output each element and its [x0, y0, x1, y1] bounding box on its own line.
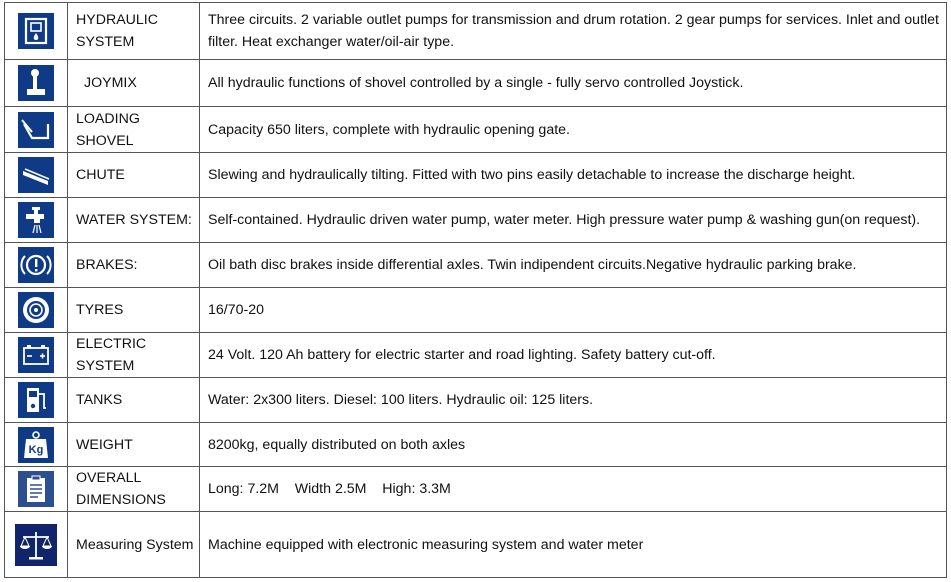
- row-label: OVERALL DIMENSIONS: [68, 467, 200, 512]
- scales-icon: [15, 524, 57, 566]
- row-description: Self-contained. Hydraulic driven water pump, water meter. High pressure water pump & washing gun(on request).: [200, 198, 947, 243]
- row-label: BRAKES:: [68, 243, 200, 288]
- row-description: Machine equipped with electronic measuring system and water meter: [200, 512, 947, 578]
- row-description: Slewing and hydraulically tilting. Fitted with two pins easily detachable to increase the discharge height.: [200, 153, 947, 198]
- table-row: [5, 243, 947, 288]
- row-description: Water: 2x300 liters. Diesel: 100 liters. Hydraulic oil: 125 liters.: [200, 378, 947, 423]
- row-description: Capacity 650 liters, complete with hydraulic opening gate.: [200, 107, 947, 153]
- icon-cell: [5, 467, 68, 512]
- icon-cell: [5, 423, 68, 467]
- row-label: CHUTE: [68, 153, 200, 198]
- hydraulic-icon: [18, 13, 54, 49]
- table-row: [5, 198, 947, 243]
- table-row: [5, 467, 947, 512]
- row-label: WEIGHT: [68, 423, 200, 467]
- icon-cell: [5, 378, 68, 423]
- row-label: ELECTRIC SYSTEM: [68, 333, 200, 378]
- row-description: All hydraulic functions of shovel controlled by a single - fully servo controlled Joystick.: [200, 60, 947, 107]
- table-row: [5, 107, 947, 153]
- row-description: Three circuits. 2 variable outlet pumps for transmission and drum rotation. 2 gear pumps for services. Inlet and outlet filter. Heat exchanger water/oil-air type.: [200, 3, 947, 60]
- joystick-icon: [18, 65, 54, 101]
- water-tap-icon: [18, 202, 54, 238]
- battery-icon: [18, 337, 54, 373]
- row-label: WATER SYSTEM:: [68, 198, 200, 243]
- icon-cell: [5, 333, 68, 378]
- weight-icon: [18, 427, 54, 463]
- icon-cell: [5, 60, 68, 107]
- fuel-pump-icon: [18, 382, 54, 418]
- icon-cell: [5, 153, 68, 198]
- row-label: LOADING SHOVEL: [68, 107, 200, 153]
- row-label: HYDRAULIC SYSTEM: [68, 3, 200, 60]
- table-row: [5, 288, 947, 333]
- table-row: [5, 512, 947, 578]
- row-label: TANKS: [68, 378, 200, 423]
- shovel-icon: [18, 112, 54, 148]
- row-description: Long: 7.2M Width 2.5M High: 3.3M: [200, 467, 947, 512]
- table-row: [5, 60, 947, 107]
- table-row: [5, 153, 947, 198]
- table-row: [5, 378, 947, 423]
- row-description: 8200kg, equally distributed on both axles: [200, 423, 947, 467]
- row-label: JOYMIX: [68, 60, 200, 107]
- table-row: [5, 333, 947, 378]
- clipboard-icon: [18, 471, 54, 507]
- row-label: Measuring System: [68, 512, 200, 578]
- icon-cell: [5, 288, 68, 333]
- icon-cell: [5, 198, 68, 243]
- icon-cell: [5, 243, 68, 288]
- brake-icon: [18, 247, 54, 283]
- table-row: [5, 3, 947, 60]
- weight-icon-text: Kg: [28, 443, 44, 456]
- row-description: Oil bath disc brakes inside differential axles. Twin indipendent circuits.Negative hydraulic parking brake.: [200, 243, 947, 288]
- icon-cell: [5, 107, 68, 153]
- icon-cell: [5, 512, 68, 578]
- spec-table: [4, 2, 947, 578]
- chute-icon: [18, 157, 54, 193]
- tyre-icon: [18, 292, 54, 328]
- row-label: TYRES: [68, 288, 200, 333]
- row-description: 16/70-20: [200, 288, 947, 333]
- row-description: 24 Volt. 120 Ah battery for electric starter and road lighting. Safety battery cut-off.: [200, 333, 947, 378]
- table-row: [5, 423, 947, 467]
- icon-cell: [5, 3, 68, 60]
